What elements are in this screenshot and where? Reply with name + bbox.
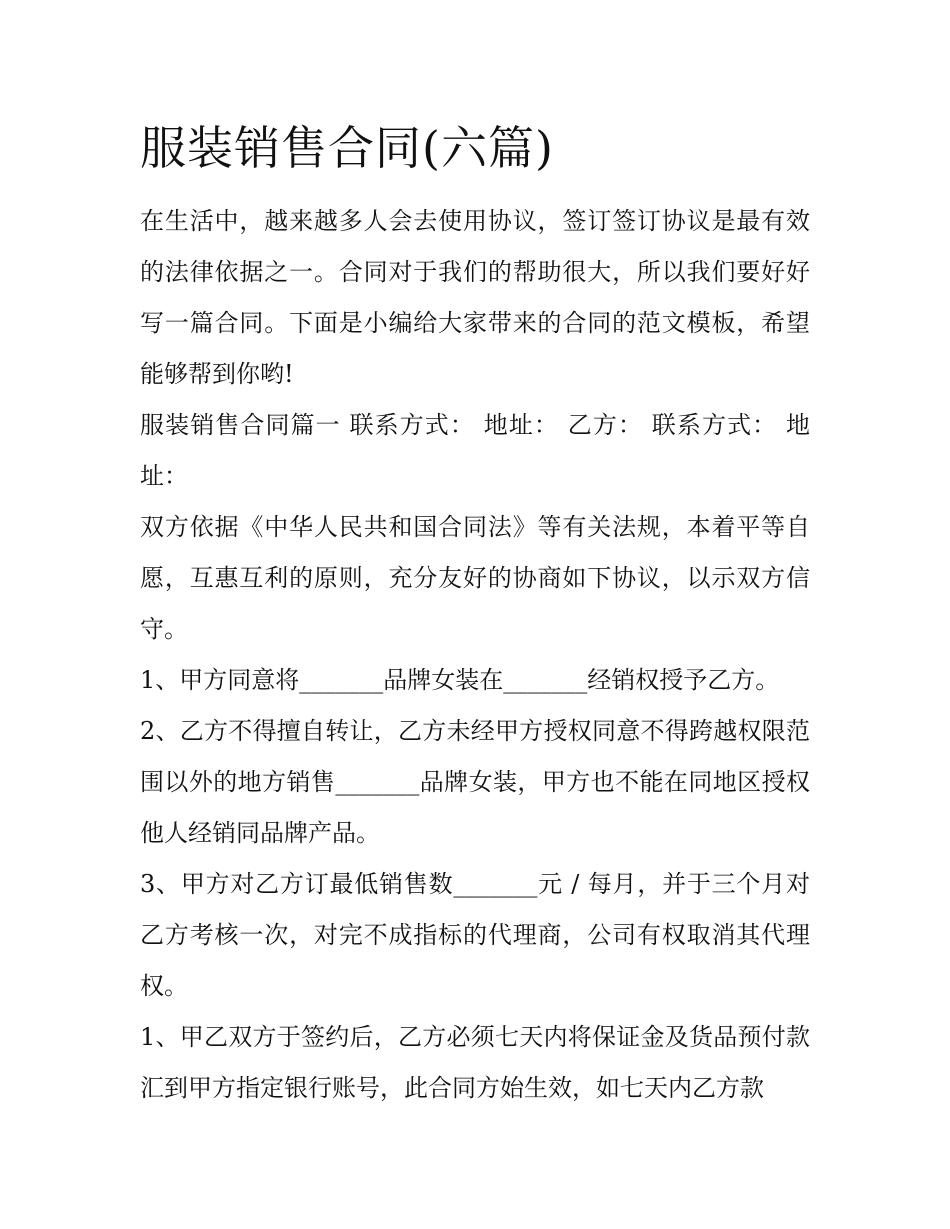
contract-heading-paragraph: 服装销售合同篇一 联系方式： 地址： 乙方： 联系方式： 地址： [140,411,810,490]
clause-3-paragraph: 3、甲方对乙方订最低销售数_______元 / 每月，并于三个月对乙方考核一次，对完不成指标的代理商，公司有权取消其代理权。 [140,870,810,1000]
payment-clause-paragraph: 1、甲乙双方于签约后，乙方必须七天内将保证金及货品预付款汇到甲方指定银行账号，此合同方始生效，如七天内乙方款 [140,1023,810,1102]
clause-1-paragraph: 1、甲方同意将_______品牌女装在_______经销权授予乙方。 [140,666,780,694]
agreement-basis-paragraph: 双方依据《中华人民共和国合同法》等有关法规，本着平等自愿，互惠互利的原则，充分友好的协商如下协议，以示双方信守。 [140,513,810,643]
document-title: 服装销售合同(六篇) [140,121,554,175]
clause-2-paragraph: 2、乙方不得擅自转让，乙方未经甲方授权同意不得跨越权限范围以外的地方销售_______品牌女装，甲方也不能在同地区授权他人经销同品牌产品。 [140,717,810,847]
document-body [140,196,810,1114]
intro-paragraph: 在生活中，越来越多人会去使用协议，签订签订协议是最有效的法律依据之一。合同对于我们的帮助很大，所以我们要好好写一篇合同。下面是小编给大家带来的合同的范文模板，希望能够帮到你哟! [140,207,810,388]
